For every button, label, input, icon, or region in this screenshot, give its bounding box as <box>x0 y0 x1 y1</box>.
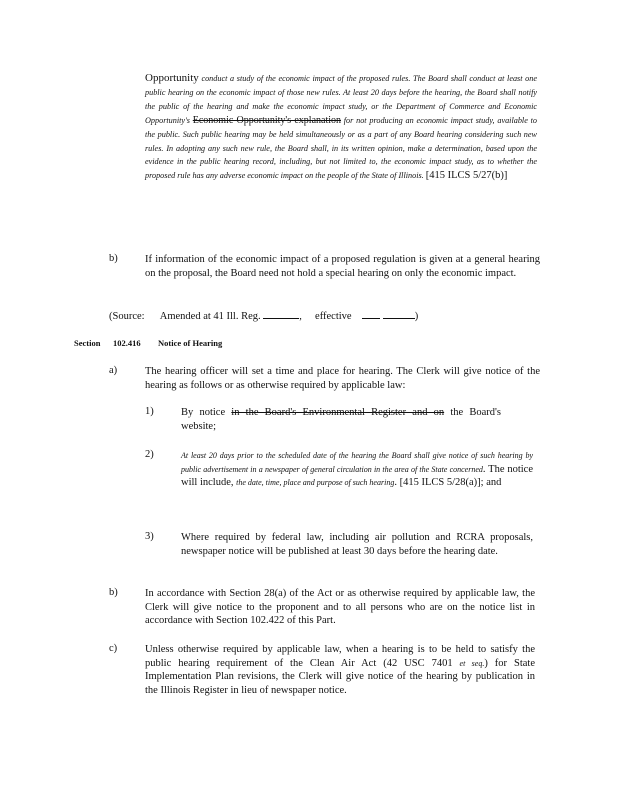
item-1-strikethrough: in the Board's Environmental Register and on <box>231 407 445 418</box>
statute-quote <box>145 72 537 183</box>
item-1-pre: By notice <box>181 407 232 418</box>
para-c-post: ) for State Implementation Plan revisions, the Clerk will give notice of the hearing by publication in the Illinois Register in lieu of newspaper notice. <box>145 657 535 696</box>
source-blank-2 <box>362 309 380 319</box>
item-3-label: 3) <box>145 531 154 542</box>
quote-strikethrough: Economic Opportunity's explanation <box>192 114 341 126</box>
item-1-label: 1) <box>145 406 154 417</box>
para-c-text <box>145 643 535 697</box>
item-1-post: the Board's website; <box>181 407 501 432</box>
para-b1-text: If information of the economic impact of a proposed regulation is given at a general hearing on the proposal, the Board need not hold a special hearing on only the economic impact. <box>145 254 540 279</box>
item-3-text: Where required by federal law, including air pollution and RCRA proposals, newspaper notice will be published at least 30 days before the hearing date. <box>181 532 533 557</box>
quote-body-2: for not producing an economic impact study, available to the public. Such public hearing may be held simultaneously or as a part of any Board hearing considering such new rules. In adopting any such new rule, the Board shall, in its written opinion, make a determination, based upon the evidence in the public hearing record, including, but not limited to, the economic impact study, as to whether the proposed rule has any adverse economic impact on the people of the State of Illinois. <box>145 115 537 181</box>
section-label: Section <box>74 338 101 348</box>
quote-body-1: conduct a study of the economic impact of the proposed rules. The Board shall conduct at least one public hearing on the economic impact of those new rules. At least 20 days before the hearing, the Board shall notify the public of the hearing and make the economic impact study, or the Department of Commerce and Economic Opportunity's <box>145 74 537 125</box>
para-c-pre: Unless otherwise required by applicable law, when a hearing is to be held to satisfy the public hearing requirement of the Clean Air Act (42 USC 7401 <box>145 644 535 669</box>
item-2-italic-2: the date, time, place and purpose of such hearing <box>236 478 395 488</box>
para-b2-label: b) <box>109 587 118 598</box>
para-a-text: The hearing officer will set a time and place for hearing. The Clerk will give notice of the hearing as follows or as otherwise required by applicable law: <box>145 366 540 391</box>
item-2-italic: At least 20 days prior to the scheduled date of the hearing the Board shall give notice of such hearing by public advertisement in a newspaper of general circulation in the area of the State concerned <box>181 451 533 474</box>
source-note: (Source: Amended at 41 Ill. Reg. , effective ) <box>109 311 419 322</box>
section-number: 102.416 <box>113 338 141 348</box>
quote-lead: Opportunity <box>145 72 199 84</box>
para-a-label: a) <box>109 365 118 376</box>
section-title: Notice of Hearing <box>158 338 223 348</box>
item-2-cite: . [415 ILCS 5/28(a)]; and <box>394 477 502 489</box>
source-effective: effective <box>315 311 352 322</box>
para-b2-text: In accordance with Section 28(a) of the Act or as otherwise required by applicable law, the Clerk will give notice to the proponent and to all persons who are on the notice list in accordance with Section 102.422 of this Part. <box>145 588 535 627</box>
para-c-label: c) <box>109 643 118 654</box>
source-blank-1 <box>263 309 299 319</box>
item-2-label: 2) <box>145 449 154 460</box>
source-amended: Amended at 41 Ill. Reg. <box>159 311 261 322</box>
item-2-mid: . The notice will include, <box>181 463 533 489</box>
item-1-text <box>181 406 501 433</box>
para-c-et-seq: et seq. <box>459 658 485 668</box>
para-b1-label: b) <box>109 253 118 264</box>
source-prefix: (Source: <box>109 311 145 322</box>
quote-citation: [415 ILCS 5/27(b)] <box>425 170 508 182</box>
source-blank-3 <box>383 309 415 319</box>
item-2-text <box>181 449 533 490</box>
source-suffix: ) <box>414 311 419 322</box>
